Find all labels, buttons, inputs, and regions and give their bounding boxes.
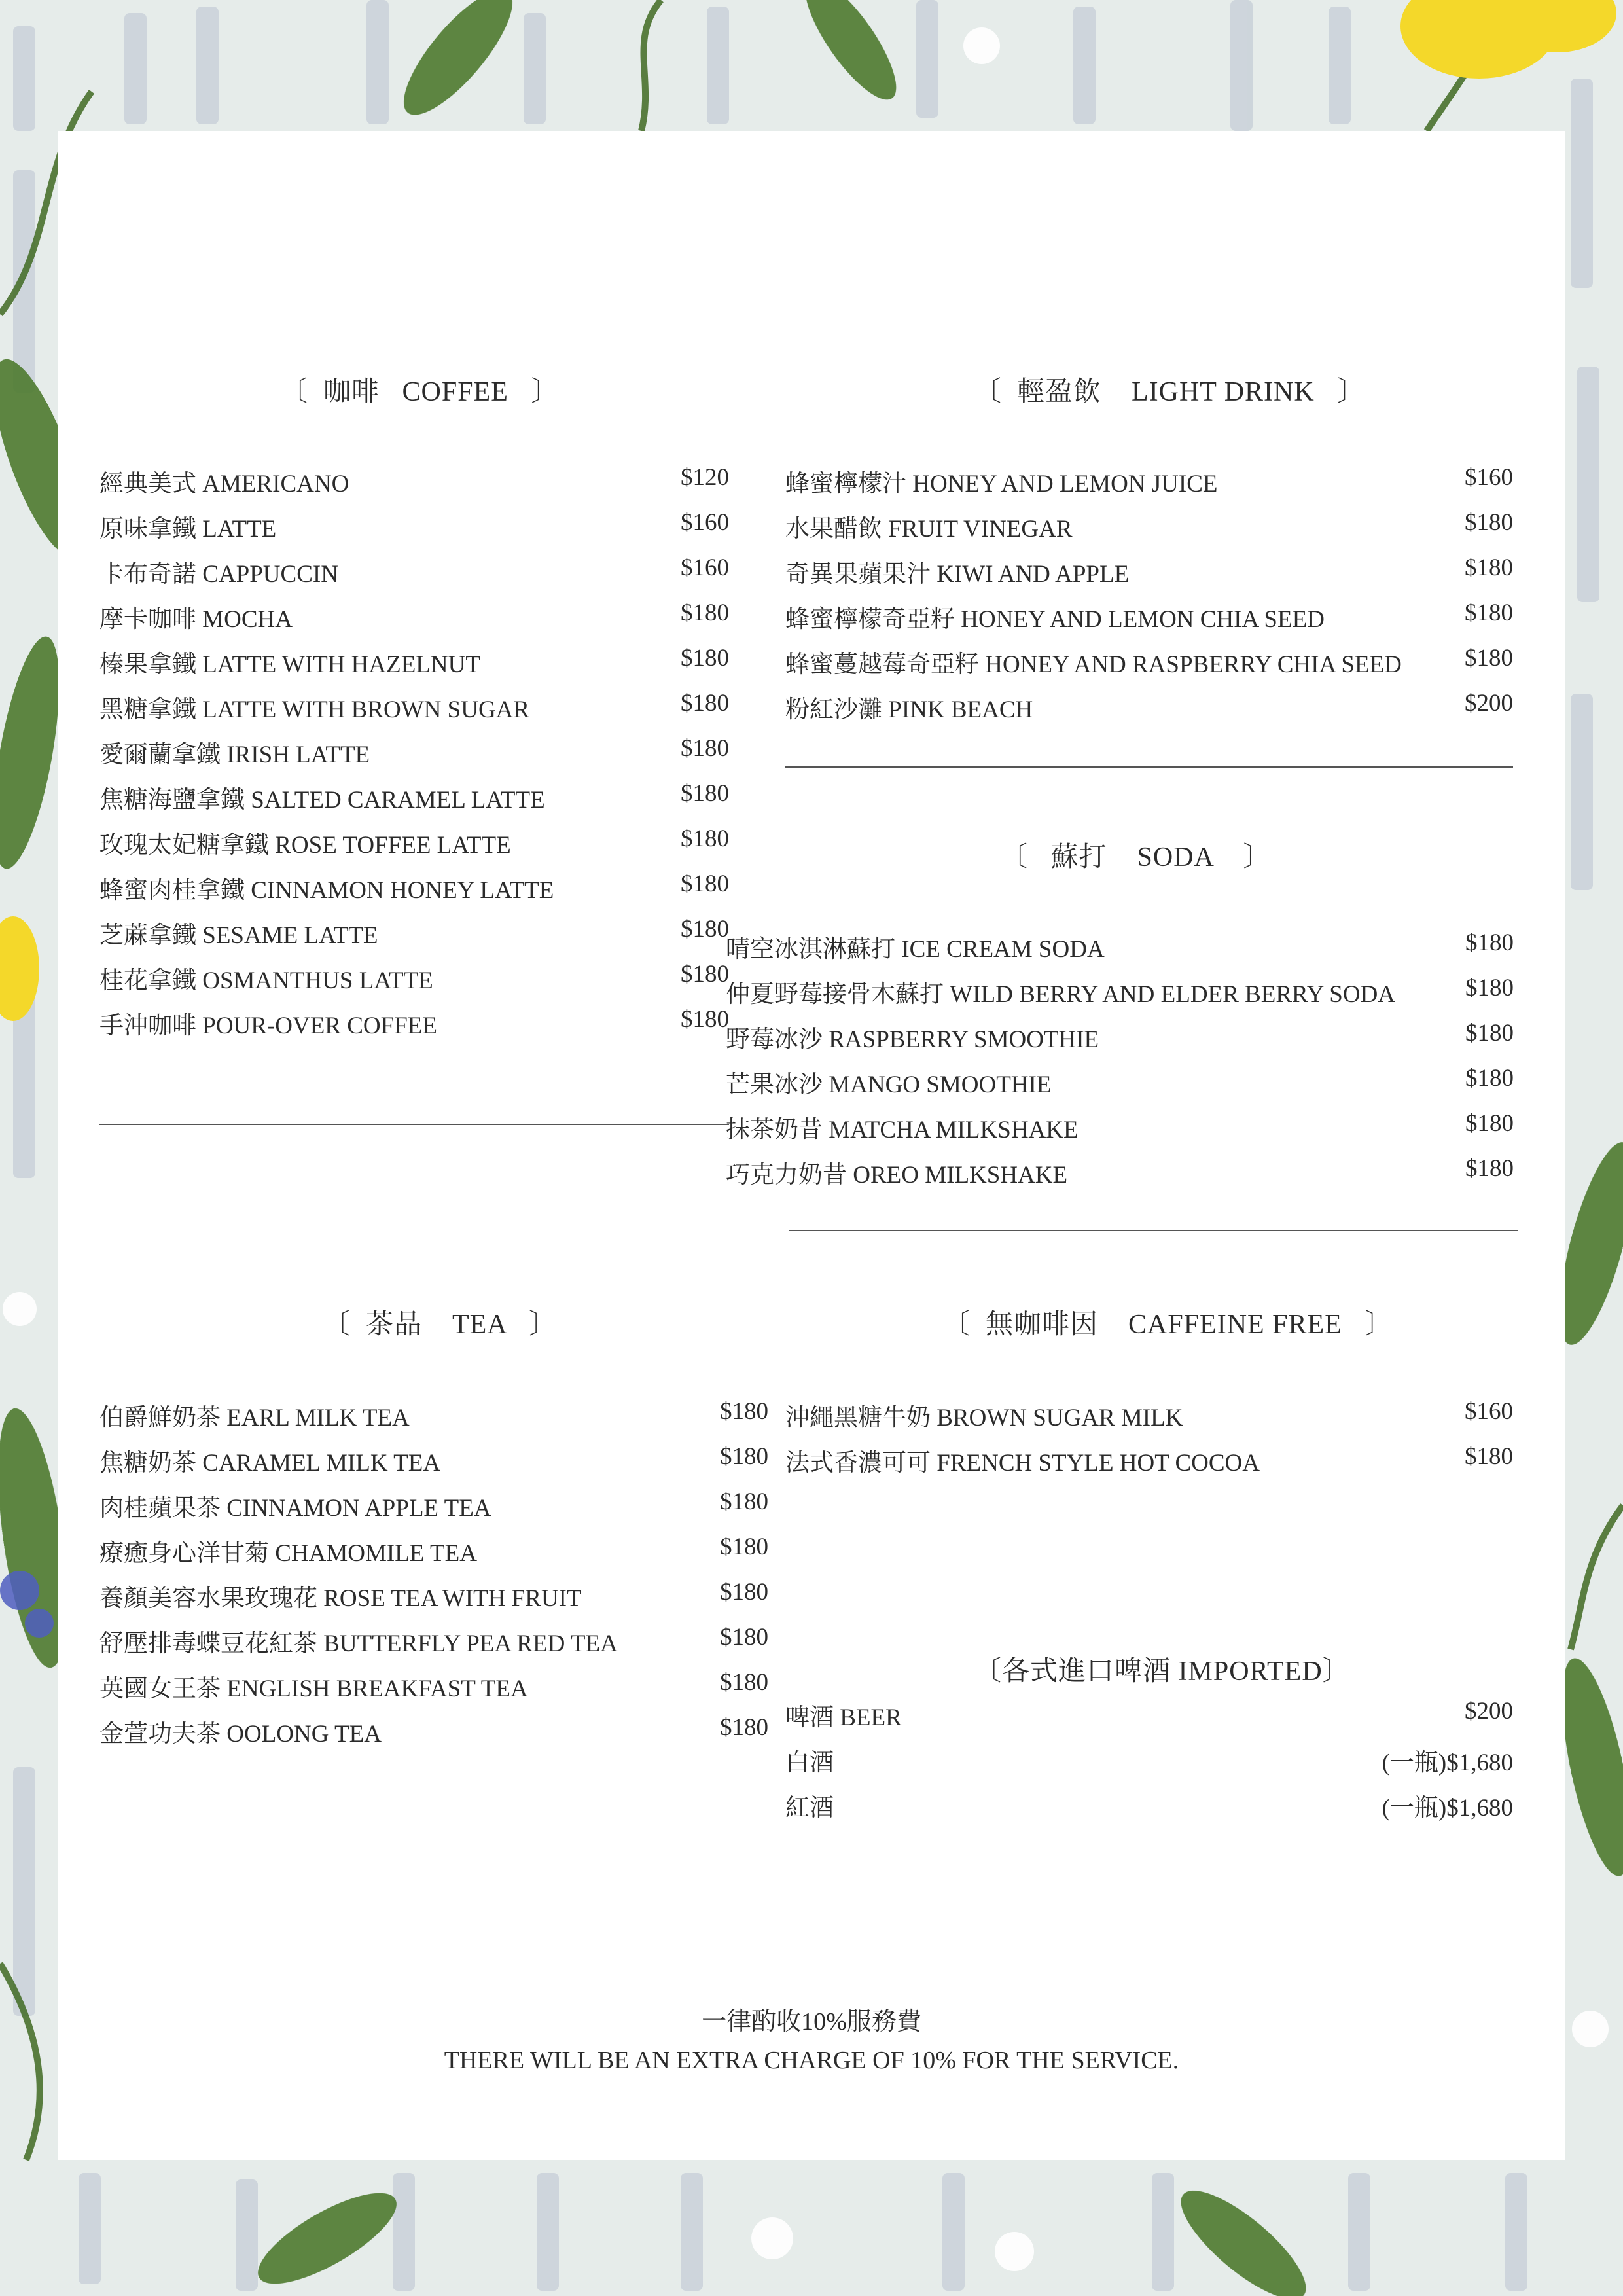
item-name: 肉桂蘋果茶 CINNAMON APPLE TEA bbox=[99, 1495, 491, 1522]
item-name: 奇異果蘋果汁 KIWI AND APPLE bbox=[785, 561, 1130, 588]
item-name: 啤酒 BEER bbox=[785, 1704, 902, 1731]
soda-menu-item bbox=[726, 1019, 1514, 1064]
item-name: 抹茶奶昔 MATCHA MILKSHAKE bbox=[726, 1117, 1079, 1143]
light-drink-divider bbox=[785, 766, 1513, 768]
item-name: 金萱功夫茶 OOLONG TEA bbox=[99, 1721, 382, 1748]
soda-section-title: 〔 蘇打 SODA 〕 bbox=[1000, 842, 1272, 872]
item-name: 玫瑰太妃糖拿鐵 ROSE TOFFEE LATTE bbox=[99, 832, 511, 859]
item-price: (一瓶)$1,680 bbox=[1382, 1749, 1513, 1776]
item-name: 卡布奇諾 CAPPUCCIN bbox=[99, 561, 338, 588]
item-name: 粉紅沙灘 PINK BEACH bbox=[785, 696, 1033, 723]
item-price: $180 bbox=[1465, 1020, 1514, 1047]
item-name: 愛爾蘭拿鐵 IRISH LATTE bbox=[99, 742, 370, 768]
item-price: $180 bbox=[720, 1443, 768, 1470]
tea-list bbox=[99, 1397, 768, 1759]
item-name: 原味拿鐵 LATTE bbox=[99, 516, 277, 543]
item-price: $180 bbox=[681, 735, 729, 762]
coffee-menu-item bbox=[99, 599, 729, 644]
item-price: $180 bbox=[1465, 554, 1513, 581]
tea-menu-item bbox=[99, 1488, 768, 1533]
item-price: $180 bbox=[720, 1669, 768, 1696]
item-price: $200 bbox=[1465, 690, 1513, 717]
item-price: $180 bbox=[681, 1006, 729, 1033]
item-name: 法式香濃可可 FRENCH STYLE HOT COCOA bbox=[785, 1450, 1260, 1477]
item-name: 桂花拿鐵 OSMANTHUS LATTE bbox=[99, 967, 433, 994]
coffee-menu-item bbox=[99, 1005, 729, 1050]
soda-menu-item bbox=[726, 1064, 1514, 1109]
item-price: $120 bbox=[681, 464, 729, 491]
item-price: $200 bbox=[1465, 1698, 1513, 1725]
imported-menu-item bbox=[785, 1787, 1513, 1833]
item-price: $180 bbox=[681, 690, 729, 717]
item-name: 手沖咖啡 POUR-OVER COFFEE bbox=[99, 1013, 437, 1039]
item-price: $180 bbox=[720, 1579, 768, 1605]
light-drink-menu-item bbox=[785, 599, 1513, 644]
soda-menu-item bbox=[726, 974, 1514, 1019]
soda-menu-item bbox=[726, 929, 1514, 974]
light-drink-menu-item bbox=[785, 644, 1513, 689]
item-price: $180 bbox=[1465, 1110, 1514, 1137]
caffeine-free-menu-item bbox=[785, 1443, 1513, 1488]
item-name: 芒果冰沙 MANGO SMOOTHIE bbox=[726, 1071, 1052, 1098]
item-price: $180 bbox=[1465, 1065, 1514, 1092]
coffee-menu-item bbox=[99, 463, 729, 509]
tea-menu-item bbox=[99, 1623, 768, 1668]
item-price: $180 bbox=[720, 1624, 768, 1651]
light-drink-section-title: 〔 輕盈飲 LIGHT DRINK 〕 bbox=[974, 377, 1366, 407]
item-name: 療癒身心洋甘菊 CHAMOMILE TEA bbox=[99, 1540, 477, 1567]
soda-menu-item bbox=[726, 1155, 1514, 1200]
item-name: 蜂蜜檸檬汁 HONEY AND LEMON JUICE bbox=[785, 471, 1218, 497]
tea-menu-item bbox=[99, 1397, 768, 1443]
item-price: $180 bbox=[681, 780, 729, 807]
tea-menu-item bbox=[99, 1668, 768, 1713]
item-price: (一瓶)$1,680 bbox=[1382, 1795, 1513, 1821]
item-name: 養顏美容水果玫瑰花 ROSE TEA WITH FRUIT bbox=[99, 1585, 582, 1612]
item-price: $160 bbox=[681, 509, 729, 536]
coffee-menu-item bbox=[99, 960, 729, 1005]
item-price: $180 bbox=[720, 1398, 768, 1425]
item-price: $180 bbox=[1465, 600, 1513, 626]
imported-section-title: 〔各式進口啤酒 IMPORTED〕 bbox=[974, 1657, 1351, 1687]
item-name: 野莓冰沙 RASPBERRY SMOOTHIE bbox=[726, 1026, 1099, 1053]
tea-menu-item bbox=[99, 1578, 768, 1623]
item-name: 沖繩黑糖牛奶 BROWN SUGAR MILK bbox=[785, 1405, 1183, 1431]
menu-card bbox=[58, 131, 1565, 2160]
item-name: 焦糖海鹽拿鐵 SALTED CARAMEL LATTE bbox=[99, 787, 545, 814]
coffee-divider bbox=[99, 1124, 729, 1125]
soda-menu-item bbox=[726, 1109, 1514, 1155]
soda-list bbox=[726, 929, 1514, 1200]
coffee-menu-item bbox=[99, 915, 729, 960]
item-price: $180 bbox=[681, 961, 729, 988]
caffeine-free-list bbox=[785, 1397, 1513, 1488]
item-name: 水果醋飲 FRUIT VINEGAR bbox=[785, 516, 1073, 543]
item-name: 蜂蜜蔓越莓奇亞籽 HONEY AND RASPBERRY CHIA SEED bbox=[785, 651, 1402, 678]
item-name: 焦糖奶茶 CARAMEL MILK TEA bbox=[99, 1450, 441, 1477]
item-name: 舒壓排毒蝶豆花紅茶 BUTTERFLY PEA RED TEA bbox=[99, 1630, 618, 1657]
light-drink-menu-item bbox=[785, 509, 1513, 554]
item-name: 摩卡咖啡 MOCHA bbox=[99, 606, 293, 633]
item-price: $180 bbox=[1465, 975, 1514, 1001]
item-name: 蜂蜜檸檬奇亞籽 HONEY AND LEMON CHIA SEED bbox=[785, 606, 1325, 633]
coffee-list bbox=[99, 463, 729, 1050]
light-drink-menu-item bbox=[785, 463, 1513, 509]
service-charge-note-zh: 一律酌收10%服務費 bbox=[702, 2008, 921, 2036]
item-name: 巧克力奶昔 OREO MILKSHAKE bbox=[726, 1162, 1068, 1189]
item-price: $180 bbox=[681, 600, 729, 626]
item-name: 芝蔴拿鐵 SESAME LATTE bbox=[99, 922, 378, 949]
coffee-menu-item bbox=[99, 509, 729, 554]
light-drink-menu-item bbox=[785, 554, 1513, 599]
item-price: $160 bbox=[1465, 464, 1513, 491]
item-price: $180 bbox=[720, 1534, 768, 1560]
item-name: 晴空冰淇淋蘇打 ICE CREAM SODA bbox=[726, 936, 1105, 963]
caffeine-free-section-title: 〔 無咖啡因 CAFFEINE FREE 〕 bbox=[942, 1310, 1393, 1340]
item-price: $180 bbox=[681, 825, 729, 852]
coffee-menu-item bbox=[99, 870, 729, 915]
item-name: 榛果拿鐵 LATTE WITH HAZELNUT bbox=[99, 651, 480, 678]
light-drink-list bbox=[785, 463, 1513, 734]
coffee-section-title: 〔 咖啡 COFFEE 〕 bbox=[280, 377, 560, 407]
item-name: 伯爵鮮奶茶 EARL MILK TEA bbox=[99, 1405, 410, 1431]
light-drink-menu-item bbox=[785, 689, 1513, 734]
imported-menu-item bbox=[785, 1697, 1513, 1742]
item-name: 白酒 bbox=[785, 1749, 834, 1776]
coffee-menu-item bbox=[99, 825, 729, 870]
item-price: $180 bbox=[1465, 1155, 1514, 1182]
item-price: $180 bbox=[720, 1714, 768, 1741]
imported-list bbox=[785, 1697, 1513, 1833]
item-name: 經典美式 AMERICANO bbox=[99, 471, 349, 497]
item-price: $160 bbox=[681, 554, 729, 581]
item-price: $180 bbox=[1465, 929, 1514, 956]
tea-menu-item bbox=[99, 1533, 768, 1578]
item-price: $180 bbox=[681, 870, 729, 897]
item-name: 英國女王茶 ENGLISH BREAKFAST TEA bbox=[99, 1676, 528, 1702]
item-price: $180 bbox=[1465, 1443, 1513, 1470]
tea-menu-item bbox=[99, 1443, 768, 1488]
coffee-menu-item bbox=[99, 554, 729, 599]
tea-section-title: 〔 茶品 TEA 〕 bbox=[323, 1310, 557, 1340]
caffeine-free-menu-item bbox=[785, 1397, 1513, 1443]
item-price: $180 bbox=[681, 916, 729, 942]
item-price: $180 bbox=[720, 1488, 768, 1515]
coffee-menu-item bbox=[99, 780, 729, 825]
item-price: $180 bbox=[681, 645, 729, 672]
item-price: $180 bbox=[1465, 509, 1513, 536]
item-name: 仲夏野莓接骨木蘇打 WILD BERRY AND ELDER BERRY SODA bbox=[726, 981, 1396, 1008]
imported-menu-item bbox=[785, 1742, 1513, 1787]
item-name: 紅酒 bbox=[785, 1795, 834, 1821]
item-price: $160 bbox=[1465, 1398, 1513, 1425]
tea-menu-item bbox=[99, 1713, 768, 1759]
soda-divider bbox=[789, 1230, 1518, 1231]
coffee-menu-item bbox=[99, 689, 729, 734]
item-price: $180 bbox=[1465, 645, 1513, 672]
service-charge-note-en: THERE WILL BE AN EXTRA CHARGE OF 10% FOR THE SERVICE. bbox=[444, 2047, 1179, 2074]
item-name: 蜂蜜肉桂拿鐵 CINNAMON HONEY LATTE bbox=[99, 877, 554, 904]
item-name: 黑糖拿鐵 LATTE WITH BROWN SUGAR bbox=[99, 696, 530, 723]
coffee-menu-item bbox=[99, 644, 729, 689]
coffee-menu-item bbox=[99, 734, 729, 780]
